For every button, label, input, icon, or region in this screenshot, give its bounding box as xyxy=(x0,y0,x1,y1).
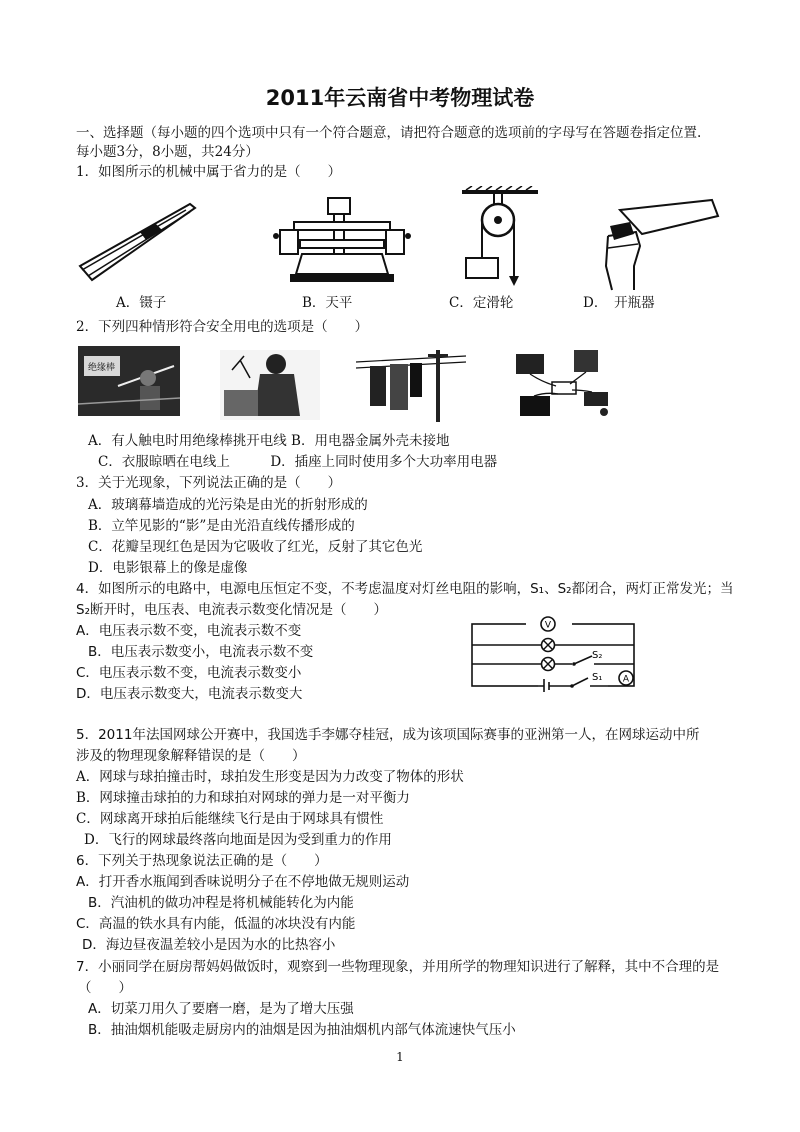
q7-option-b: B．抽油烟机能吸走厨房内的油烟是因为抽油烟机内部气体流速快气压小 xyxy=(88,1022,516,1038)
ungrounded-appliance-photo xyxy=(220,350,320,420)
voltmeter-label: V xyxy=(544,620,552,631)
q1-stem: 1．如图所示的机械中属于省力的是（ ） xyxy=(76,164,342,180)
insulating-rod-photo xyxy=(78,346,180,416)
q1-option-c: C．定滑轮 xyxy=(449,295,514,311)
q6-option-a: A．打开香水瓶闻到香味说明分子在不停地做无规则运动 xyxy=(76,874,410,890)
section-header-line2: 每小题3分，8小题，共24分） xyxy=(76,144,259,160)
q2-options-line2: C．衣服晾晒在电线上 D．插座上同时使用多个大功率用电器 xyxy=(98,454,498,470)
q5-option-c: C．网球离开球拍后能继续飞行是由于网球具有惯性 xyxy=(76,811,384,827)
q1-option-b: B．天平 xyxy=(302,295,353,311)
q5-stem-line1: 5．2011年法国网球公开赛中，我国选手李娜夺桂冠，成为该项国际赛事的亚洲第一人，在网球运动中所 xyxy=(76,727,700,743)
fixed-pulley-figure xyxy=(458,186,544,290)
q6-option-b: B．汽油机的做功冲程是将机械能转化为内能 xyxy=(88,895,354,911)
section-header-line1: 一、选择题（每小题的四个选项中只有一个符合题意，请把符合题意的选项前的字母写在答题卷指定位置. xyxy=(76,125,702,141)
q6-option-c: C．高温的铁水具有内能，低温的冰块没有内能 xyxy=(76,916,356,932)
q3-option-b: B．立竿见影的“影”是由光沿直线传播形成的 xyxy=(88,518,355,534)
q5-option-d: D．飞行的网球最终落向地面是因为受到重力的作用 xyxy=(84,832,392,848)
q4-option-d: D．电压表示数变大，电流表示数变大 xyxy=(76,686,303,702)
q4-option-b: B．电压表示数变小，电流表示数不变 xyxy=(88,644,314,660)
tweezers-figure xyxy=(78,196,198,284)
exam-title: 2011年云南省中考物理试卷 xyxy=(265,86,535,110)
bottle-opener-figure xyxy=(600,196,724,292)
q6-option-d: D．海边昼夜温差较小是因为水的比热容小 xyxy=(82,937,336,953)
q7-stem-line1: 7．小丽同学在厨房帮妈妈做饭时，观察到一些物理现象，并用所学的物理知识进行了解释，其中不合理的是 xyxy=(76,959,720,975)
switch-s1-label: S₁ xyxy=(592,672,603,683)
q6-stem: 6．下列关于热现象说法正确的是（ ） xyxy=(76,853,328,869)
q5-stem-line2: 涉及的物理现象解释错误的是（ ） xyxy=(76,748,306,764)
q4-option-c: C．电压表示数不变，电流表示数变小 xyxy=(76,665,302,681)
q7-option-a: A．切菜刀用久了要磨一磨，是为了增大压强 xyxy=(88,1001,354,1017)
q1-option-d: D． 开瓶器 xyxy=(583,295,655,311)
q4-stem-line1: 4．如图所示的电路中，电源电压恒定不变，不考虑温度对灯丝电阻的影响，S₁、S₂都闭合，两灯正常发光；当 xyxy=(76,581,734,597)
q2-stem: 2．下列四种情形符合安全用电的选项是（ ） xyxy=(76,319,369,335)
q1-option-a: A．镊子 xyxy=(116,295,167,311)
circuit-diagram xyxy=(468,616,640,692)
rod-caption: 绝缘棒 xyxy=(88,363,116,373)
q3-option-d: D．电影银幕上的像是虚像 xyxy=(88,560,248,576)
q2-options-line1: A．有人触电时用绝缘棒挑开电线 B．用电器金属外壳未接地 xyxy=(88,433,450,449)
q3-option-a: A．玻璃幕墙造成的光污染是由光的折射形成的 xyxy=(88,497,368,513)
switch-s2-label: S₂ xyxy=(592,650,603,661)
q5-option-b: B．网球撞击球拍的力和球拍对网球的弹力是一对平衡力 xyxy=(76,790,410,806)
q3-option-c: C．花瓣呈现红色是因为它吸收了红光，反射了其它色光 xyxy=(88,539,423,555)
overloaded-socket-photo xyxy=(512,348,616,420)
q4-option-a: A．电压表示数不变，电流表示数不变 xyxy=(76,623,302,639)
clothes-on-wire-photo xyxy=(356,346,466,422)
page-number: 1 xyxy=(396,1050,404,1064)
q5-option-a: A．网球与球拍撞击时，球拍发生形变是因为力改变了物体的形状 xyxy=(76,769,464,785)
balance-scale-figure xyxy=(272,196,412,286)
q7-stem-line2: （ ） xyxy=(78,980,132,996)
q4-stem-line2: S₂断开时，电压表、电流表示数变化情况是（ ） xyxy=(76,602,387,618)
ammeter-label: A xyxy=(622,674,630,685)
q3-stem: 3．关于光现象，下列说法正确的是（ ） xyxy=(76,475,342,491)
